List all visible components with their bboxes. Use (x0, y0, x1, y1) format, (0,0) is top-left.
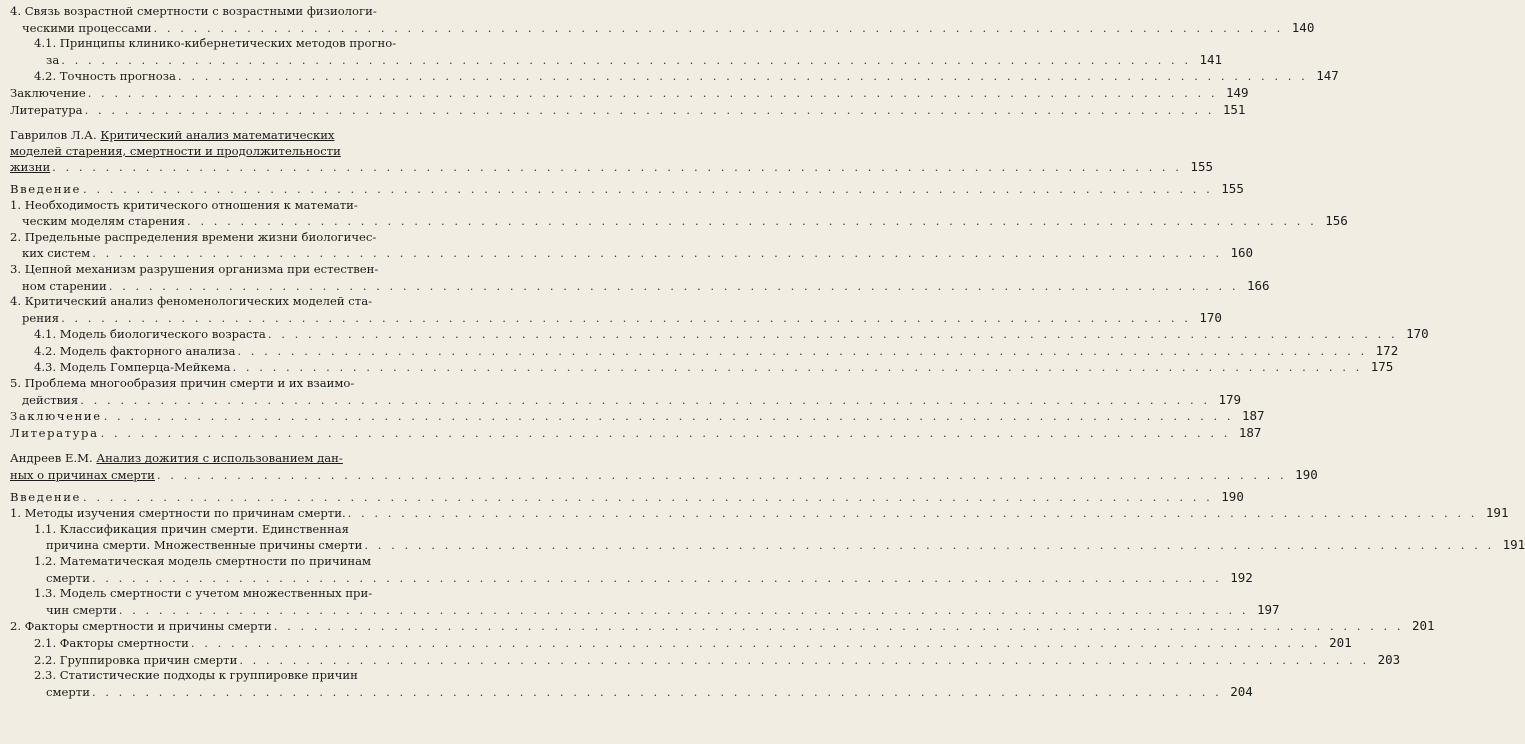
toc-entry (10, 261, 1270, 294)
leader-dots (191, 636, 1321, 652)
page-number: 155 (1221, 180, 1244, 196)
toc-entry (10, 634, 1352, 652)
leader-dots (104, 409, 1234, 425)
toc-entry-text: Литература (10, 425, 99, 440)
page-number: 156 (1325, 213, 1348, 229)
toc-entry (10, 424, 1262, 442)
toc-entry-text: Введение (10, 181, 82, 196)
toc-entry-text: 4.1. Принципы клинико-кибернетических методов прогно- (34, 36, 397, 51)
toc-entry (10, 4, 1315, 36)
leader-dots (101, 426, 1231, 442)
toc-author-entry (10, 128, 1213, 176)
toc-entry-text: 5. Проблема многообразия причин смерти и их взаимо- (10, 376, 355, 391)
page-number: 187 (1241, 408, 1265, 424)
leader-dots (268, 327, 1398, 343)
toc-entry-text: 1. Необходимость критического отношения к математи- (10, 197, 358, 212)
toc-entry-text: 2.3. Статистические подходы к группировке причин (34, 668, 358, 683)
toc-entry (10, 668, 1253, 700)
page-number: 191 (1502, 537, 1525, 553)
page-number: 149 (1225, 84, 1249, 100)
leader-dots (154, 21, 1284, 37)
page-number: 201 (1412, 618, 1435, 634)
toc-entry (10, 36, 1223, 68)
leader-dots (239, 653, 1369, 669)
toc-entry-text: ном старении (22, 278, 107, 293)
page-number: 170 (1406, 326, 1429, 342)
toc-entry-text: ческими процессами (22, 20, 152, 35)
page-number: 151 (1222, 101, 1246, 117)
table-of-contents (10, 4, 1525, 700)
leader-dots (364, 538, 1494, 554)
toc-entry (10, 618, 1435, 635)
leader-dots (61, 311, 1191, 327)
article-title: моделей старения, смертности и продолжительности (10, 143, 341, 158)
page-number: 190 (1221, 488, 1244, 504)
toc-entry (10, 68, 1339, 85)
toc-entry-text: 4.2. Модель факторного анализа (34, 343, 236, 358)
toc-entry-text: чин смерти (46, 602, 117, 617)
page-number: 175 (1370, 359, 1394, 375)
toc-entry-text: действия (22, 392, 79, 407)
toc-entry-text: Литература (10, 102, 83, 117)
page-number: 140 (1291, 19, 1315, 35)
leader-dots (92, 246, 1222, 262)
toc-entry-text: 4. Критический анализ феноменологических моделей ста- (10, 294, 373, 309)
page-number: 203 (1377, 651, 1401, 667)
toc-entry (10, 197, 1348, 230)
toc-entry-text: Заключение (10, 409, 102, 424)
toc-entry-text: 4. Связь возрастной смертности с возрастными физиологи- (10, 4, 377, 18)
page-number: 197 (1257, 601, 1280, 617)
toc-entry (10, 84, 1249, 102)
page-number: 155 (1190, 159, 1213, 175)
toc-entry-text: 2.2. Группировка причин смерти (34, 652, 238, 667)
page-number: 160 (1230, 245, 1254, 261)
toc-entry-text: 2. Предельные распределения времени жизни биологичес- (10, 229, 377, 244)
toc-entry-text: Заключение (10, 85, 86, 100)
page-number: 192 (1230, 569, 1253, 585)
page-number: 147 (1316, 68, 1339, 84)
toc-entry-text: 4.2. Точность прогноза (34, 69, 176, 84)
leader-dots (83, 490, 1213, 506)
leader-dots (85, 103, 1215, 119)
leader-dots (157, 468, 1287, 484)
leader-dots (109, 279, 1239, 295)
toc-entry (10, 376, 1242, 408)
author-name: Гаврилов Л.А. (10, 128, 97, 143)
toc-entry (10, 229, 1254, 262)
toc-entry (10, 180, 1244, 198)
toc-entry (10, 359, 1394, 376)
toc-entry-text: ческим моделям старения (22, 214, 185, 229)
article-title: Анализ дожития с использованием дан- (96, 451, 343, 466)
page-number: 166 (1246, 277, 1270, 293)
page-number: 172 (1375, 342, 1399, 358)
toc-entry-text: причина смерти. Множественные причины смерти (46, 538, 363, 553)
leader-dots (348, 506, 1478, 522)
leader-dots (83, 182, 1213, 198)
toc-entry-text: 4.3. Модель Гомперца-Мейкема (34, 360, 231, 375)
page-number: 141 (1199, 51, 1223, 67)
leader-dots (119, 603, 1249, 619)
toc-entry-text: 1. Методы изучения смертности по причинам смерти. (10, 506, 346, 521)
toc-entry-text: за (46, 52, 60, 67)
toc-entry-text: 3. Цепной механизм разрушения организма при естествен- (10, 261, 379, 276)
page-number: 187 (1238, 424, 1262, 440)
toc-entry (10, 554, 1253, 586)
leader-dots (187, 214, 1317, 230)
toc-entry-text: 1.2. Математическая модель смертности по причинам (34, 554, 372, 568)
article-title: ных о причинах смерти (10, 468, 155, 483)
article-title: жизни (10, 160, 51, 175)
toc-entry-text: смерти (46, 570, 90, 585)
page-number: 191 (1485, 505, 1509, 521)
toc-entry-text: смерти (46, 684, 90, 699)
article-title: Критический анализ математических (100, 128, 335, 143)
author-name: Андреев Е.М. (10, 451, 93, 466)
toc-entry (10, 326, 1429, 343)
leader-dots (237, 344, 1367, 360)
page-number: 170 (1199, 309, 1222, 325)
toc-entry (10, 408, 1265, 425)
toc-entry-text: 1.3. Модель смертности с учетом множественных при- (34, 586, 373, 601)
toc-entry-text: 1.1. Классификация причин смерти. Единственная (34, 521, 349, 536)
toc-entry (10, 521, 1525, 554)
toc-entry (10, 488, 1244, 506)
leader-dots (61, 53, 1191, 69)
toc-author-entry (10, 451, 1318, 483)
page-number: 201 (1329, 634, 1352, 650)
toc-entry-text: ких систем (22, 246, 91, 261)
leader-dots (233, 360, 1363, 376)
leader-dots (274, 619, 1404, 635)
leader-dots (80, 393, 1210, 409)
toc-entry-text: 2. Факторы смертности и причины смерти (10, 619, 272, 634)
page-number: 190 (1295, 467, 1318, 483)
page-number: 179 (1218, 391, 1242, 407)
leader-dots (92, 571, 1222, 587)
toc-entry (10, 342, 1399, 360)
leader-dots (88, 86, 1218, 102)
toc-entry (10, 505, 1509, 522)
toc-entry (10, 101, 1246, 119)
toc-entry (10, 651, 1401, 669)
leader-dots (178, 69, 1308, 85)
toc-entry-text: 2.1. Факторы смертности (34, 635, 189, 650)
leader-dots (52, 160, 1182, 176)
page-number: 204 (1230, 683, 1253, 699)
leader-dots (92, 685, 1222, 701)
toc-entry (10, 586, 1280, 618)
toc-entry (10, 294, 1222, 326)
toc-entry-text: рения (22, 310, 60, 325)
toc-entry-text: Введение (10, 489, 82, 504)
toc-entry-text: 4.1. Модель биологического возраста (34, 327, 266, 342)
